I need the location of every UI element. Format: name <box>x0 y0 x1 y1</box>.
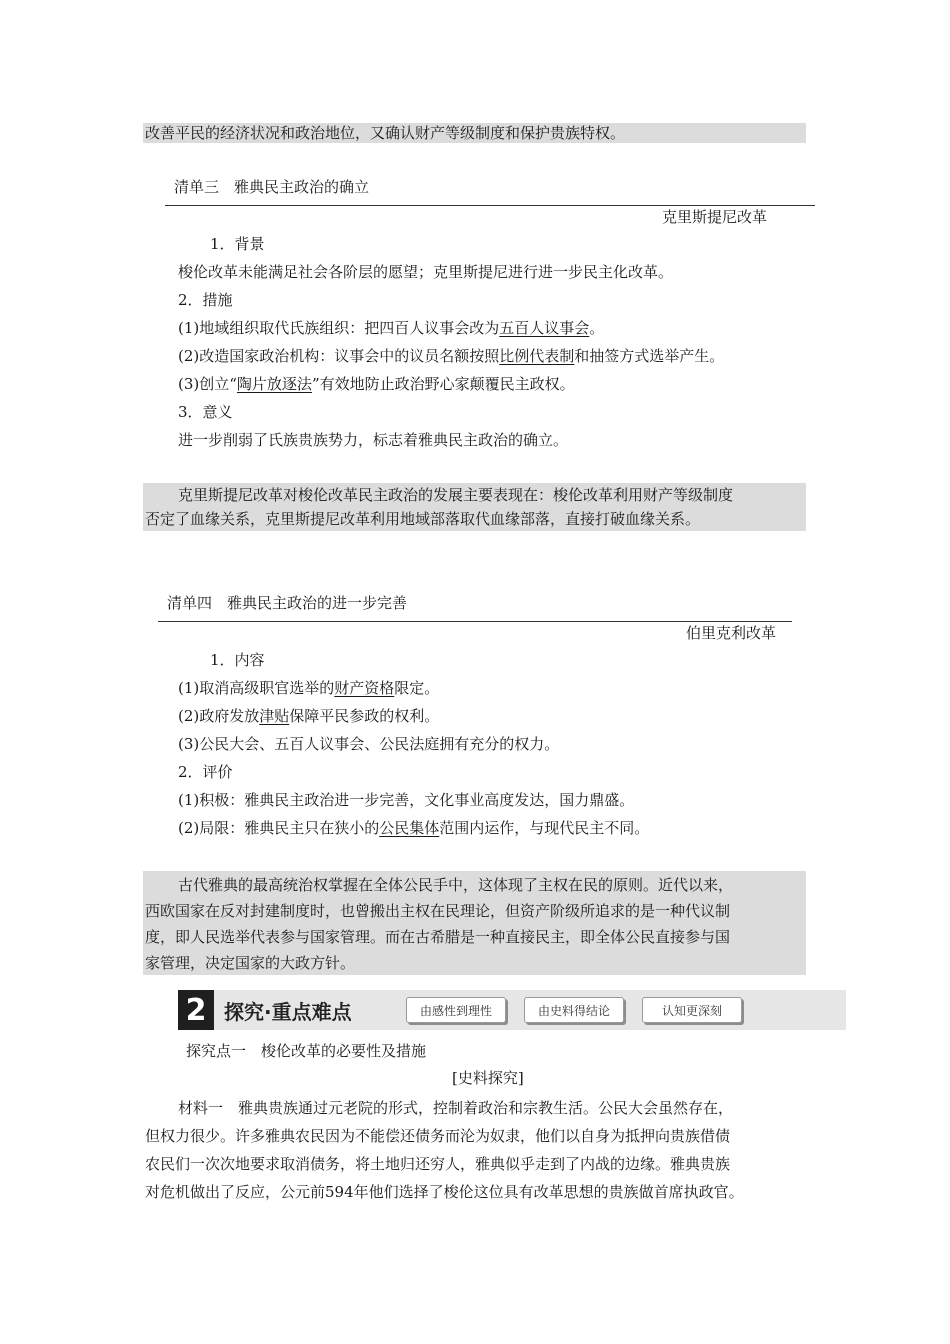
measure-1-end: 。 <box>589 319 605 337</box>
content-1-key: 财产资格 <box>334 679 395 697</box>
top-note-text: 改善平民的经济状况和政治地位，又确认财产等级制度和保护贵族特权。 <box>145 124 626 142</box>
measure-2-key: 比例代表制 <box>499 347 575 365</box>
banner-tag-2: 由史料得结论 <box>524 997 624 1023</box>
measure-3-key: 陶片放逐法 <box>236 375 312 393</box>
section4-note-line2: 西欧国家在反对封建制度时，也曾搬出主权在民理论，但资产阶级所追求的是一种代议制 <box>145 902 731 920</box>
measure-3-text: (3)创立“ <box>178 375 237 393</box>
background-text: 梭伦改革未能满足社会各阶层的愿望；克里斯提尼进行进一步民主化改革。 <box>178 263 674 281</box>
measure-1 <box>178 315 604 342</box>
heading-evaluation: 2．评价 <box>178 763 233 781</box>
heading-background: 1．背景 <box>210 235 265 253</box>
significance-text: 进一步削弱了氏族贵族势力，标志着雅典民主政治的确立。 <box>178 431 569 449</box>
section4-reform-name: 伯里克利改革 <box>686 624 777 642</box>
section4-note-line3: 度，即人民选举代表参与国家管理。而在古希腊是一种直接民主，即全体公民直接参与国 <box>145 928 731 946</box>
measure-1-key: 五百人议事会 <box>499 319 590 337</box>
banner-title: 探究·重点难点 <box>224 1000 352 1024</box>
evaluation-2 <box>178 815 649 842</box>
banner-tag-1: 由感性到理性 <box>406 997 506 1023</box>
section3-reform-name: 克里斯提尼改革 <box>662 208 768 226</box>
content-1-text: (1)取消高级职官选举的 <box>178 679 335 697</box>
content-2-end: 保障平民参政的权利。 <box>289 707 440 725</box>
evaluation-2-text: (2)局限：雅典民主只在狭小的 <box>178 819 380 837</box>
section-number-badge: 2 <box>178 990 214 1030</box>
material-1-line1: 材料一 雅典贵族通过元老院的形式，控制着政治和宗教生活。公民大会虽然存在， <box>178 1099 734 1117</box>
section3-title: 清单三 雅典民主政治的确立 <box>174 178 370 196</box>
measure-1-text: (1)地域组织取代氏族组织：把四百人议事会改为 <box>178 319 500 337</box>
explore-point-title: 探究点一 梭伦改革的必要性及措施 <box>186 1042 427 1060</box>
measure-2-text: (2)改造国家政治机构：议事会中的议员名额按照 <box>178 347 500 365</box>
material-1-line4: 对危机做出了反应，公元前594年他们选择了梭伦这位具有改革思想的贵族做首席执政官。 <box>145 1183 744 1201</box>
heading-content: 1．内容 <box>210 651 265 669</box>
evaluation-2-key: 公民集体 <box>379 819 440 837</box>
material-1-line3: 农民们一次次地要求取消债务，将土地归还穷人，雅典似乎走到了内战的边缘。雅典贵族 <box>145 1155 731 1173</box>
measure-2 <box>178 343 724 370</box>
content-1-end: 限定。 <box>394 679 440 697</box>
heading-measures: 2．措施 <box>178 291 233 309</box>
banner-tag-3: 认知更深刻 <box>642 997 742 1023</box>
measure-3 <box>178 371 575 398</box>
explore-banner <box>178 990 846 1030</box>
source-title: [史料探究] <box>452 1069 524 1087</box>
section4-title: 清单四 雅典民主政治的进一步完善 <box>167 594 408 612</box>
evaluation-1: (1)积极：雅典民主政治进一步完善，文化事业高度发达，国力鼎盛。 <box>178 791 635 809</box>
section4-note-line4: 家管理，决定国家的大政方针。 <box>145 954 356 972</box>
measure-2-end: 和抽签方式选举产生。 <box>574 347 725 365</box>
content-3: (3)公民大会、五百人议事会、公民法庭拥有充分的权力。 <box>178 735 560 753</box>
material-1-line2: 但权力很少。许多雅典农民因为不能偿还债务而沦为奴隶，他们以自身为抵押向贵族借债 <box>145 1127 731 1145</box>
section4-note-line1: 古代雅典的最高统治权掌握在全体公民手中，这体现了主权在民的原则。近代以来， <box>178 876 734 894</box>
content-2 <box>178 703 439 730</box>
section3-note-line2: 否定了血缘关系，克里斯提尼改革利用地域部落取代血缘部落，直接打破血缘关系。 <box>145 510 701 528</box>
measure-3-end: ”有效地防止政治野心家颠覆民主政权。 <box>311 375 575 393</box>
evaluation-2-end: 范围内运作，与现代民主不同。 <box>439 819 650 837</box>
heading-significance: 3．意义 <box>178 403 233 421</box>
content-2-key: 津贴 <box>259 707 290 725</box>
content-1 <box>178 675 439 702</box>
content-2-text: (2)政府发放 <box>178 707 260 725</box>
section3-note-line1: 克里斯提尼改革对梭伦改革民主政治的发展主要表现在：梭伦改革利用财产等级制度 <box>178 486 734 504</box>
